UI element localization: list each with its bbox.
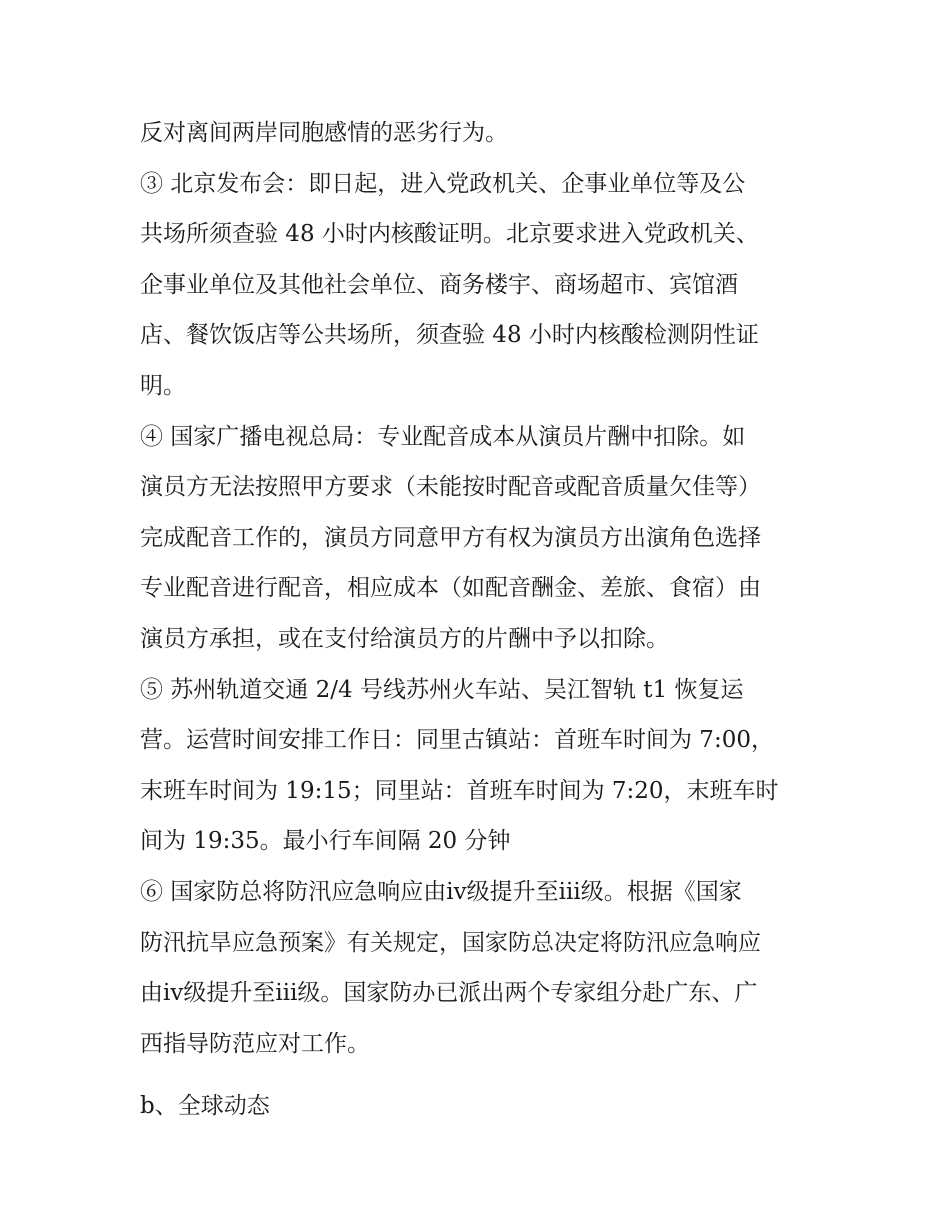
item-5-line-4: 间为 19:35。最小行车间隔 20 分钟	[140, 828, 511, 855]
item-4-line-4: 专业配音进行配音，相应成本（如配音酬金、差旅、食宿）由	[140, 575, 761, 602]
item-6-line-4: 西指导防范应对工作。	[140, 1030, 370, 1057]
item-6-line-2: 防汛抗旱应急预案》有关规定，国家防总决定将防汛应急响应	[140, 929, 761, 956]
item-4-line-5: 演员方承担，或在支付给演员方的片酬中予以扣除。	[140, 625, 669, 652]
item-4-line-2: 演员方无法按照甲方要求（未能按时配音或配音质量欠佳等）	[140, 474, 761, 501]
section-spacer	[140, 1069, 820, 1081]
item-6-line-1: ⑥ 国家防总将防汛应急响应由ⅳ级提升至ⅲ级。根据《国家	[140, 878, 742, 905]
paragraph-line-1: 反对离间两岸同胞感情的恶劣行为。	[140, 120, 508, 146]
item-6-line-3: 由ⅳ级提升至ⅲ级。国家防办已派出两个专家组分赴广东、广	[140, 980, 758, 1007]
item-4-line-1: ④ 国家广播电视总局：专业配音成本从演员片酬中扣除。如	[140, 423, 746, 450]
item-3-line-3: 企事业单位及其他社会单位、商务楼宇、商场超市、宾馆酒	[140, 271, 738, 298]
section-heading: b、全球动态	[140, 1093, 270, 1120]
item-5-line-3: 末班车时间为 19:15；同里站：首班车时间为 7:20，末班车时	[140, 777, 779, 804]
item-4-line-3: 完成配音工作的，演员方同意甲方有权为演员方出演角色选择	[140, 524, 761, 551]
item-3-line-1: ③ 北京发布会：即日起，进入党政机关、企事业单位等及公	[140, 170, 746, 197]
item-3-line-5: 明。	[140, 372, 186, 399]
item-5-line-2: 营。运营时间安排工作日：同里古镇站：首班车时间为 7:00，	[140, 727, 774, 754]
document-body	[140, 108, 820, 1132]
item-3-line-4: 店、餐饮饭店等公共场所，须查验 48 小时内核酸检测阴性证	[140, 322, 759, 349]
item-3-line-2: 共场所须查验 48 小时内核酸证明。北京要求进入党政机关、	[140, 221, 759, 248]
item-5-line-1: ⑤ 苏州轨道交通 2/4 号线苏州火车站、吴江智轨 t1 恢复运	[140, 676, 744, 703]
